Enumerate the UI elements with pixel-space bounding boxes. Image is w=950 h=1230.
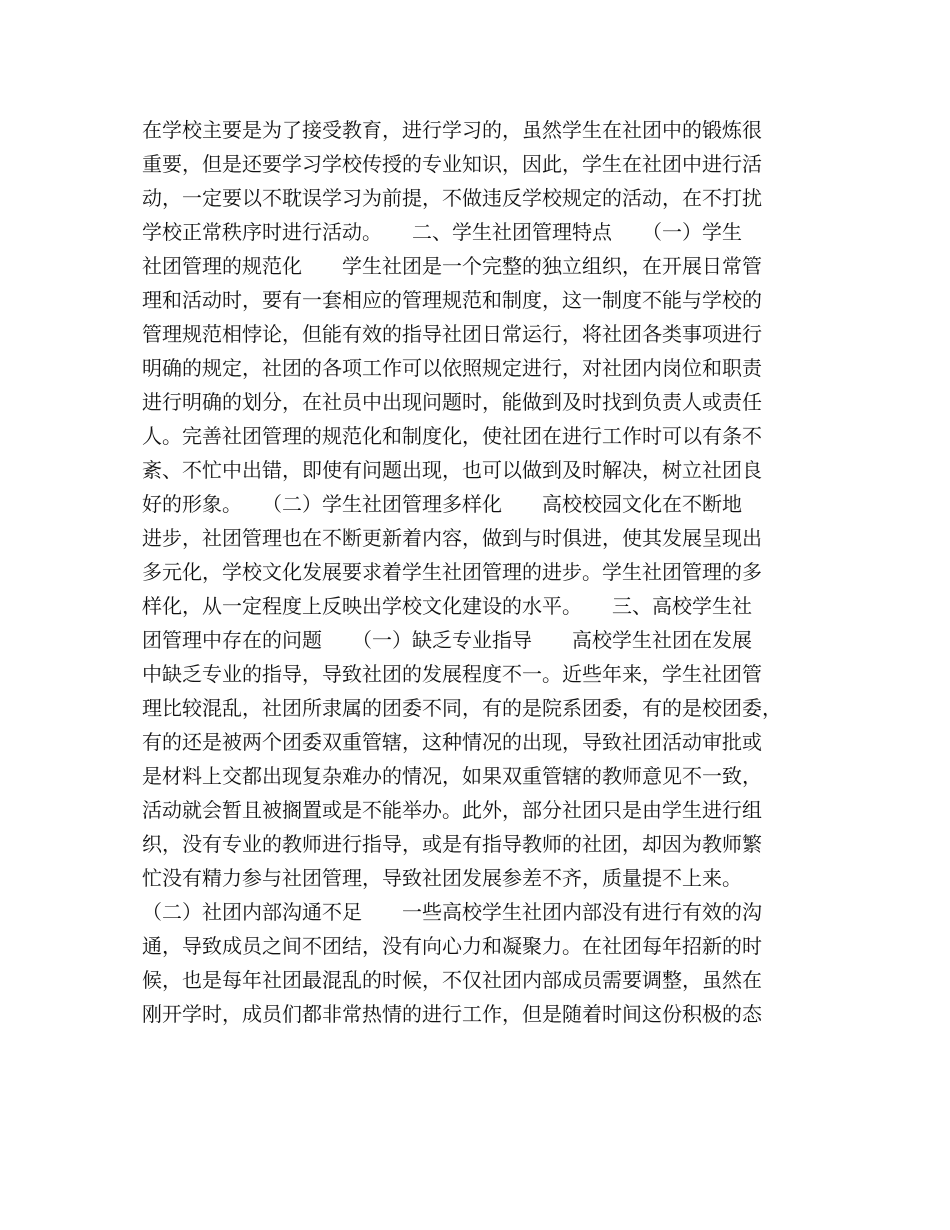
text-line: 社团管理的规范化 学生社团是一个完整的独立组织，在开展日常管 — [142, 254, 762, 278]
text-line: 理比较混乱，社团所隶属的团委不同，有的是院系团委，有的是校团委， — [142, 696, 782, 720]
text-line: 中缺乏专业的指导，导致社团的发展程度不一。近些年来，学生社团管 — [142, 662, 762, 686]
text-line: 人。完善社团管理的规范化和制度化，使社团在进行工作时可以有条不 — [142, 424, 762, 448]
text-line: 动，一定要以不耽误学习为前提，不做违反学校规定的活动，在不打扰 — [142, 186, 762, 210]
text-line: 忙没有精力参与社团管理，导致社团发展参差不齐，质量提不上来。 — [142, 866, 742, 890]
text-line: 刚开学时，成员们都非常热情的进行工作，但是随着时间这份积极的态 — [142, 1002, 762, 1026]
text-line: 管理规范相悖论，但能有效的指导社团日常运行，将社团各类事项进行 — [142, 322, 762, 346]
text-line: 活动就会暂且被搁置或是不能举办。此外，部分社团只是由学生进行组 — [142, 798, 762, 822]
body-text — [142, 113, 822, 1031]
text-line: 织，没有专业的教师进行指导，或是有指导教师的社团，却因为教师繁 — [142, 832, 762, 856]
text-line: 进行明确的划分，在社员中出现问题时，能做到及时找到负责人或责任 — [142, 390, 762, 414]
text-line: 好的形象。 （二）学生社团管理多样化 高校校园文化在不断地 — [142, 492, 742, 516]
text-line: 进步，社团管理也在不断更新着内容，做到与时俱进，使其发展呈现出 — [142, 526, 762, 550]
text-line: 多元化，学校文化发展要求着学生社团管理的进步。学生社团管理的多 — [142, 560, 762, 584]
text-line: 学校正常秩序时进行活动。 二、学生社团管理特点 （一）学生 — [142, 220, 742, 244]
text-line: 是材料上交都出现复杂难办的情况，如果双重管辖的教师意见不一致， — [142, 764, 762, 788]
text-line: （二）社团内部沟通不足 一些高校学生社团内部没有进行有效的沟 — [142, 900, 762, 924]
text-line: 通，导致成员之间不团结，没有向心力和凝聚力。在社团每年招新的时 — [142, 934, 762, 958]
text-line: 在学校主要是为了接受教育，进行学习的，虽然学生在社团中的锻炼很 — [142, 118, 762, 142]
text-line: 明确的规定，社团的各项工作可以依照规定进行，对社团内岗位和职责 — [142, 356, 762, 380]
text-line: 重要，但是还要学习学校传授的专业知识，因此，学生在社团中进行活 — [142, 152, 762, 176]
text-line: 有的还是被两个团委双重管辖，这种情况的出现，导致社团活动审批或 — [142, 730, 762, 754]
text-line: 样化，从一定程度上反映出学校文化建设的水平。 三、高校学生社 — [142, 594, 752, 618]
text-line: 理和活动时，要有一套相应的管理规范和制度，这一制度不能与学校的 — [142, 288, 762, 312]
text-line: 团管理中存在的问题 （一）缺乏专业指导 高校学生社团在发展 — [142, 628, 752, 652]
text-line: 紊、不忙中出错，即使有问题出现，也可以做到及时解决，树立社团良 — [142, 458, 762, 482]
text-line: 候，也是每年社团最混乱的时候，不仅社团内部成员需要调整，虽然在 — [142, 968, 762, 992]
